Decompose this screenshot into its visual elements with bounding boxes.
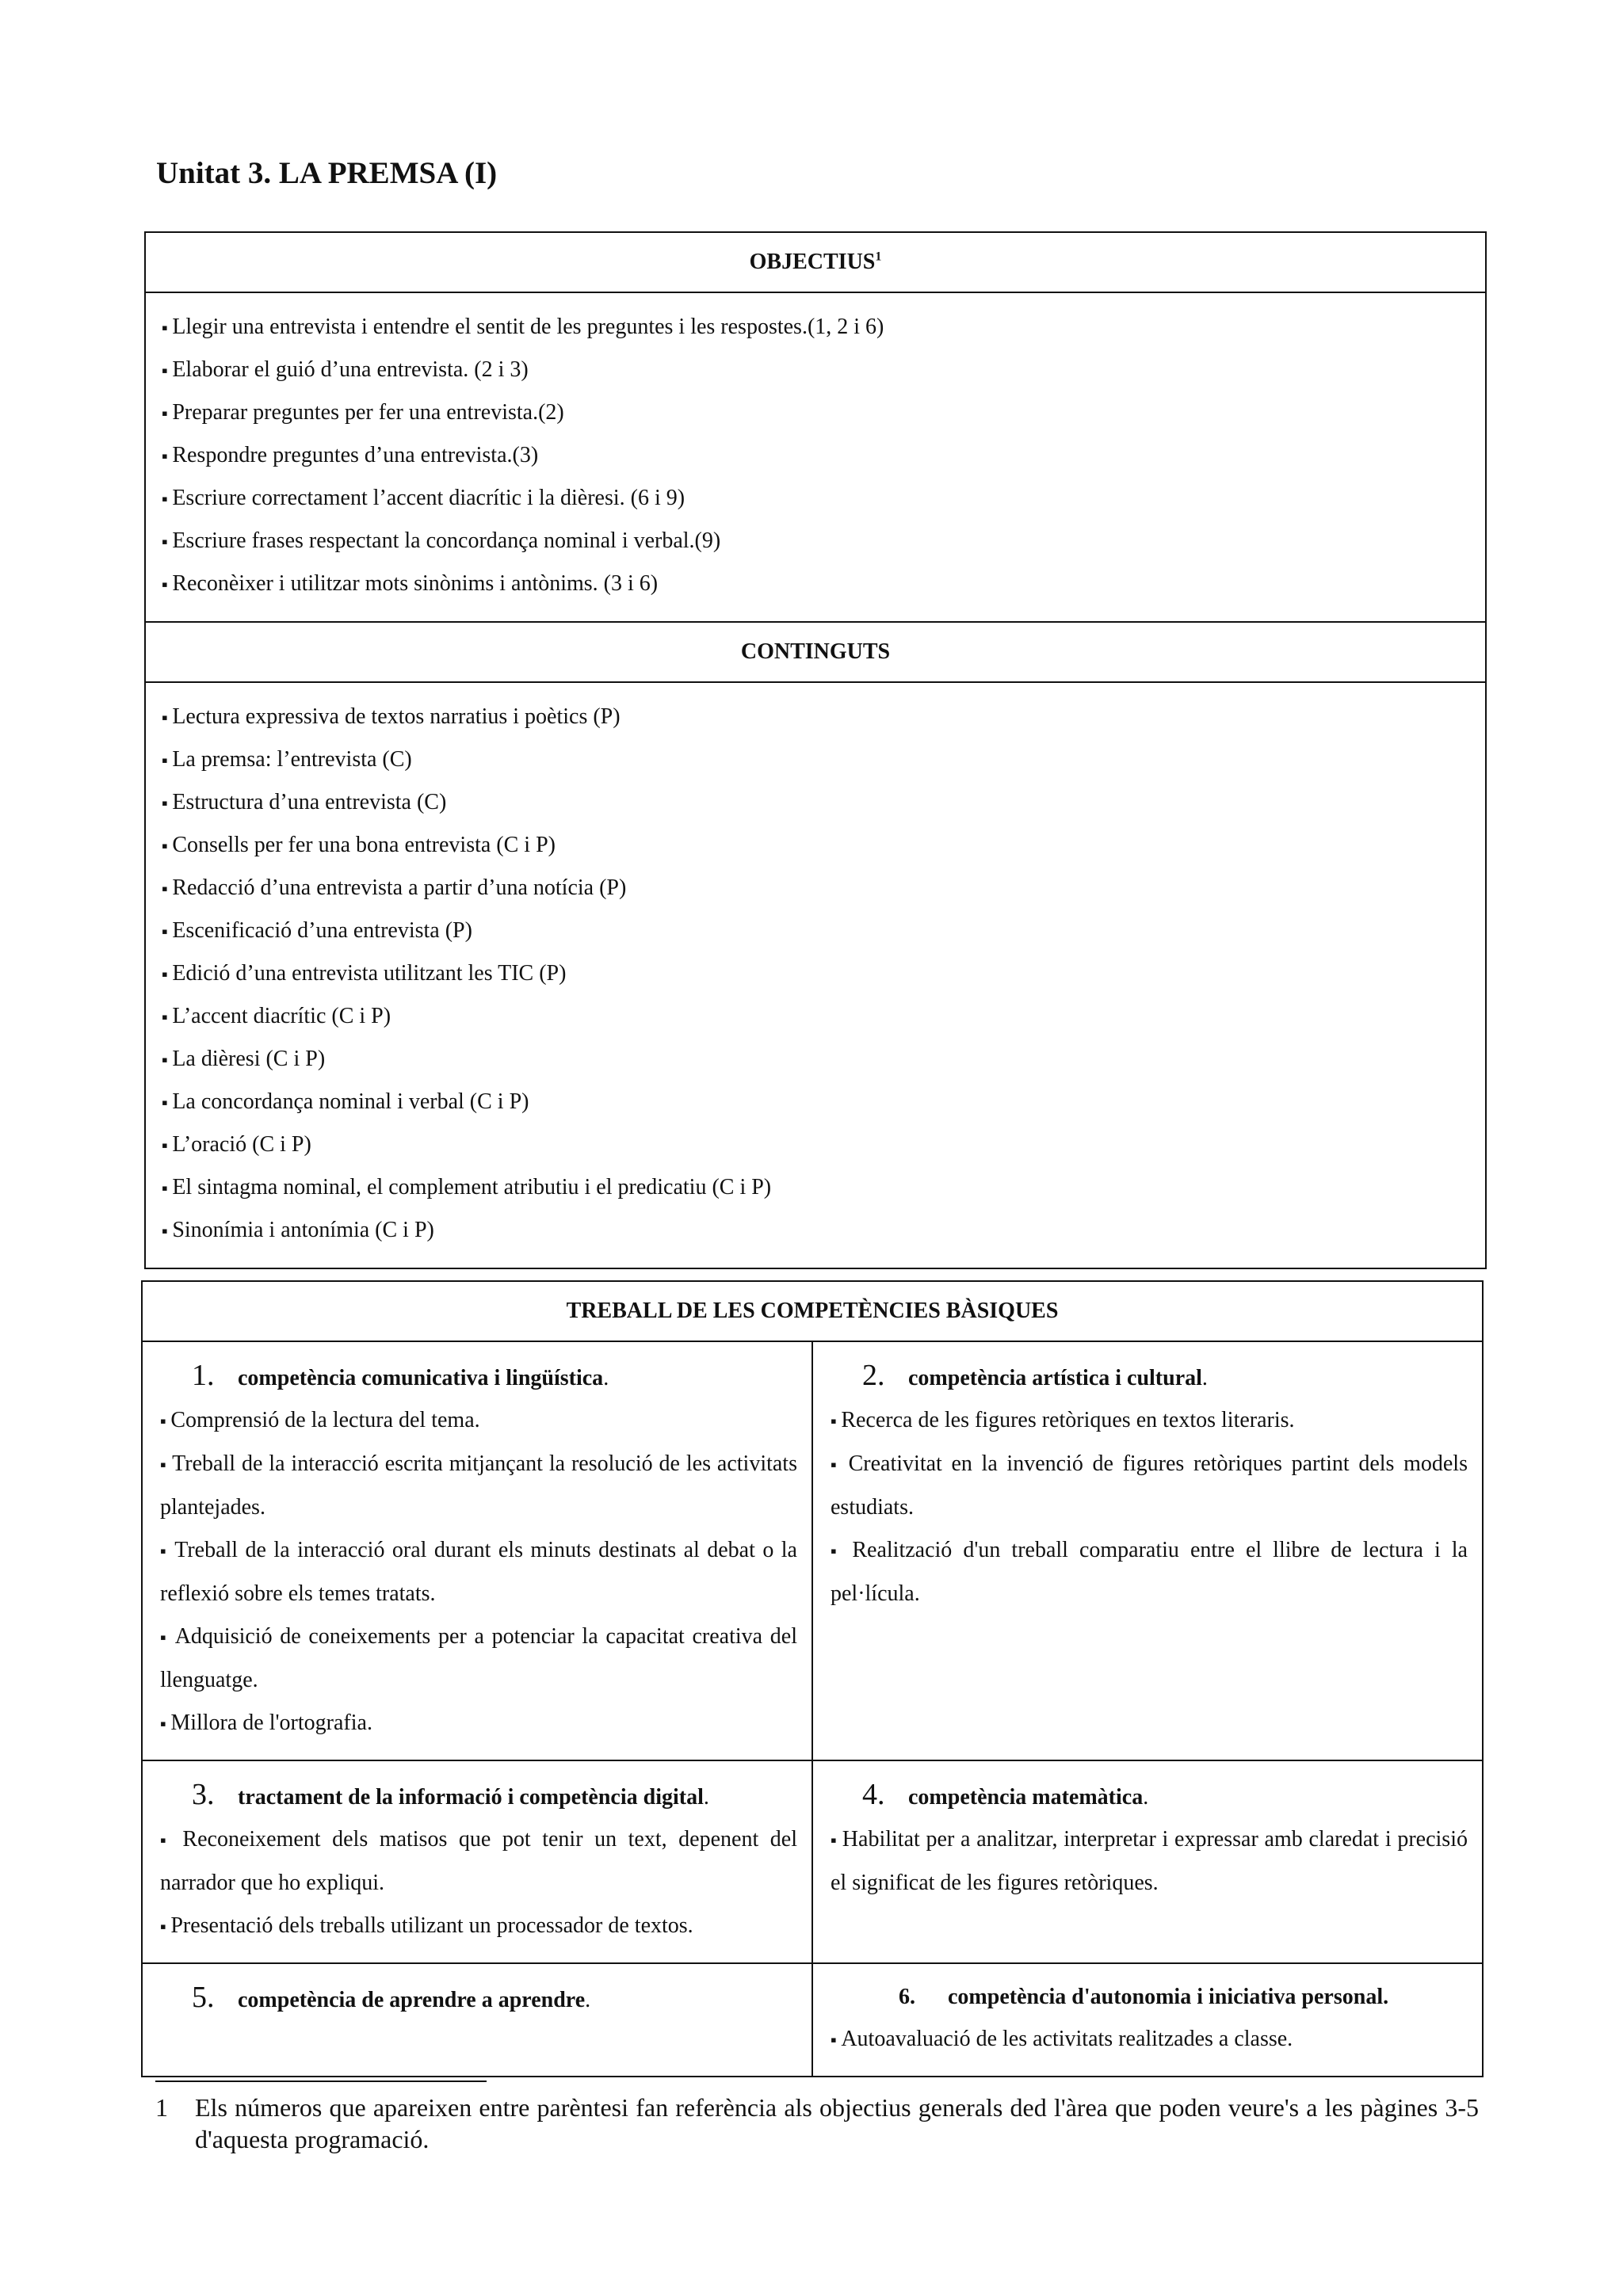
competency-5-title: 5. competència de aprendre a aprendre. bbox=[160, 1977, 797, 2018]
objective-item: ▪ Respondre preguntes d’una entrevista.(3) bbox=[162, 434, 1469, 477]
competency-bullet: ▪ Realització d'un treball comparatiu entre el llibre de lectura i la pel·lícula. bbox=[831, 1529, 1468, 1615]
competency-3-number: 3. bbox=[192, 1778, 215, 1811]
competency-bullet: ▪ Recerca de les figures retòriques en textos literaris. bbox=[831, 1399, 1468, 1443]
competency-bullet: ▪ Adquisició de coneixements per a potenciar la capacitat creativa del llenguatge. bbox=[160, 1615, 797, 1702]
footnote bbox=[155, 2092, 1479, 2155]
competency-4-list bbox=[831, 1818, 1468, 1905]
content-item: ▪ Lectura expressiva de textos narratius i poètics (P) bbox=[162, 696, 1469, 738]
footnote-number: 1 bbox=[155, 2093, 168, 2122]
competency-2-list bbox=[831, 1399, 1468, 1615]
competency-2-number: 2. bbox=[862, 1359, 885, 1392]
objectives-heading-label: OBJECTIUS bbox=[749, 250, 876, 274]
competency-1-cell bbox=[142, 1341, 812, 1760]
competency-bullet: ▪ Treball de la interacció oral durant els minuts destinats al debat o la reflexió sobre els temes tratats. bbox=[160, 1529, 797, 1615]
competency-1-title: 1. competència comunicativa i lingüística. bbox=[160, 1355, 797, 1396]
objective-item: ▪ Escriure correctament l’accent diacrític i la dièresi. (6 i 9) bbox=[162, 477, 1469, 520]
page-title: Unitat 3. LA PREMSA (I) bbox=[156, 156, 498, 190]
contents-list bbox=[162, 696, 1469, 1252]
competency-2-cell bbox=[812, 1341, 1483, 1760]
objective-item: ▪ Elaborar el guió d’una entrevista. (2 i 3) bbox=[162, 349, 1469, 391]
competency-6-list bbox=[831, 2018, 1468, 2061]
objective-item: ▪ Escriure frases respectant la concordança nominal i verbal.(9) bbox=[162, 520, 1469, 563]
objectives-contents-table bbox=[144, 231, 1487, 1269]
competency-6-title bbox=[831, 1977, 1468, 2018]
competency-3-title: 3. tractament de la informació i competència digital. bbox=[160, 1774, 797, 1815]
content-item: ▪ Consells per fer una bona entrevista (C i P) bbox=[162, 824, 1469, 867]
content-item: ▪ El sintagma nominal, el complement atributiu i el predicatiu (C i P) bbox=[162, 1166, 1469, 1209]
competency-1-list bbox=[160, 1399, 797, 1745]
content-item: ▪ Edició d’una entrevista utilitzant les TIC (P) bbox=[162, 952, 1469, 995]
competency-6-label: competència d'autonomia i iniciativa personal. bbox=[948, 1985, 1389, 2009]
content-item: ▪ L’accent diacrític (C i P) bbox=[162, 995, 1469, 1038]
competency-2-label: competència artística i cultural bbox=[908, 1366, 1202, 1390]
content-item: ▪ Estructura d’una entrevista (C) bbox=[162, 781, 1469, 824]
competency-3-cell bbox=[142, 1760, 812, 1963]
competency-bullet: ▪ Comprensió de la lectura del tema. bbox=[160, 1399, 797, 1443]
competency-4-label: competència matemàtica bbox=[908, 1785, 1144, 1810]
objective-item: ▪ Preparar preguntes per fer una entrevista.(2) bbox=[162, 391, 1469, 434]
competency-5-number: 5. bbox=[192, 1981, 215, 2014]
competency-5-label: competència de aprendre a aprendre bbox=[238, 1988, 586, 2012]
competency-3-list bbox=[160, 1818, 797, 1948]
objective-item: ▪ Reconèixer i utilitzar mots sinònims i antònims. (3 i 6) bbox=[162, 563, 1469, 605]
competency-4-cell bbox=[812, 1760, 1483, 1963]
content-item: ▪ La dièresi (C i P) bbox=[162, 1038, 1469, 1081]
competency-bullet: ▪ Millora de l'ortografia. bbox=[160, 1702, 797, 1745]
content-item: ▪ Escenificació d’una entrevista (P) bbox=[162, 910, 1469, 952]
competency-bullet: ▪ Treball de la interacció escrita mitjançant la resolució de les activitats plantejades. bbox=[160, 1443, 797, 1529]
competency-1-label: competència comunicativa i lingüística bbox=[238, 1366, 604, 1390]
competency-3-label: tractament de la informació i competència digital bbox=[238, 1785, 704, 1810]
content-item: ▪ La premsa: l’entrevista (C) bbox=[162, 738, 1469, 781]
competency-6-cell bbox=[812, 1963, 1483, 2077]
content-item: ▪ Sinonímia i antonímia (C i P) bbox=[162, 1209, 1469, 1252]
footnote-ref: 1 bbox=[875, 250, 882, 264]
footnote-text: Els números que apareixen entre parèntesi fan referència als objectius generals ded l'àrea que poden veure's a les pàgines 3-5 d'aquesta programació. bbox=[195, 2093, 1479, 2153]
competency-2-title: 2. competència artística i cultural. bbox=[831, 1355, 1468, 1396]
competencies-table bbox=[141, 1280, 1484, 2077]
competency-bullet: ▪ Creativitat en la invenció de figures retòriques partint dels models estudiats. bbox=[831, 1443, 1468, 1529]
competency-4-number: 4. bbox=[862, 1778, 885, 1811]
objective-item: ▪ Llegir una entrevista i entendre el sentit de les preguntes i les respostes.(1, 2 i 6) bbox=[162, 306, 1469, 349]
competency-bullet: ▪ Habilitat per a analitzar, interpretar i expressar amb claredat i precisió el significat de les figures retòriques. bbox=[831, 1818, 1468, 1905]
competency-4-title: 4. competència matemàtica. bbox=[831, 1774, 1468, 1815]
objectives-heading bbox=[145, 232, 1486, 292]
contents-cell bbox=[145, 682, 1486, 1268]
competency-1-number: 1. bbox=[192, 1359, 215, 1392]
content-item: ▪ La concordança nominal i verbal (C i P) bbox=[162, 1081, 1469, 1123]
competency-bullet: ▪ Reconeixement dels matisos que pot tenir un text, depenent del narrador que ho expliqui. bbox=[160, 1818, 797, 1905]
content-item: ▪ L’oració (C i P) bbox=[162, 1123, 1469, 1166]
footnote-separator bbox=[155, 2081, 487, 2082]
competencies-heading: TREBALL DE LES COMPETÈNCIES BÀSIQUES bbox=[142, 1281, 1483, 1341]
competency-5-cell bbox=[142, 1963, 812, 2077]
objectives-cell bbox=[145, 292, 1486, 622]
objectives-list bbox=[162, 306, 1469, 605]
competency-6-number: 6. bbox=[899, 1985, 915, 2009]
contents-heading: CONTINGUTS bbox=[145, 622, 1486, 682]
competency-bullet: ▪ Autoavaluació de les activitats realitzades a classe. bbox=[831, 2018, 1468, 2061]
competency-bullet: ▪ Presentació dels treballs utilizant un processador de textos. bbox=[160, 1905, 797, 1948]
content-item: ▪ Redacció d’una entrevista a partir d’una notícia (P) bbox=[162, 867, 1469, 910]
